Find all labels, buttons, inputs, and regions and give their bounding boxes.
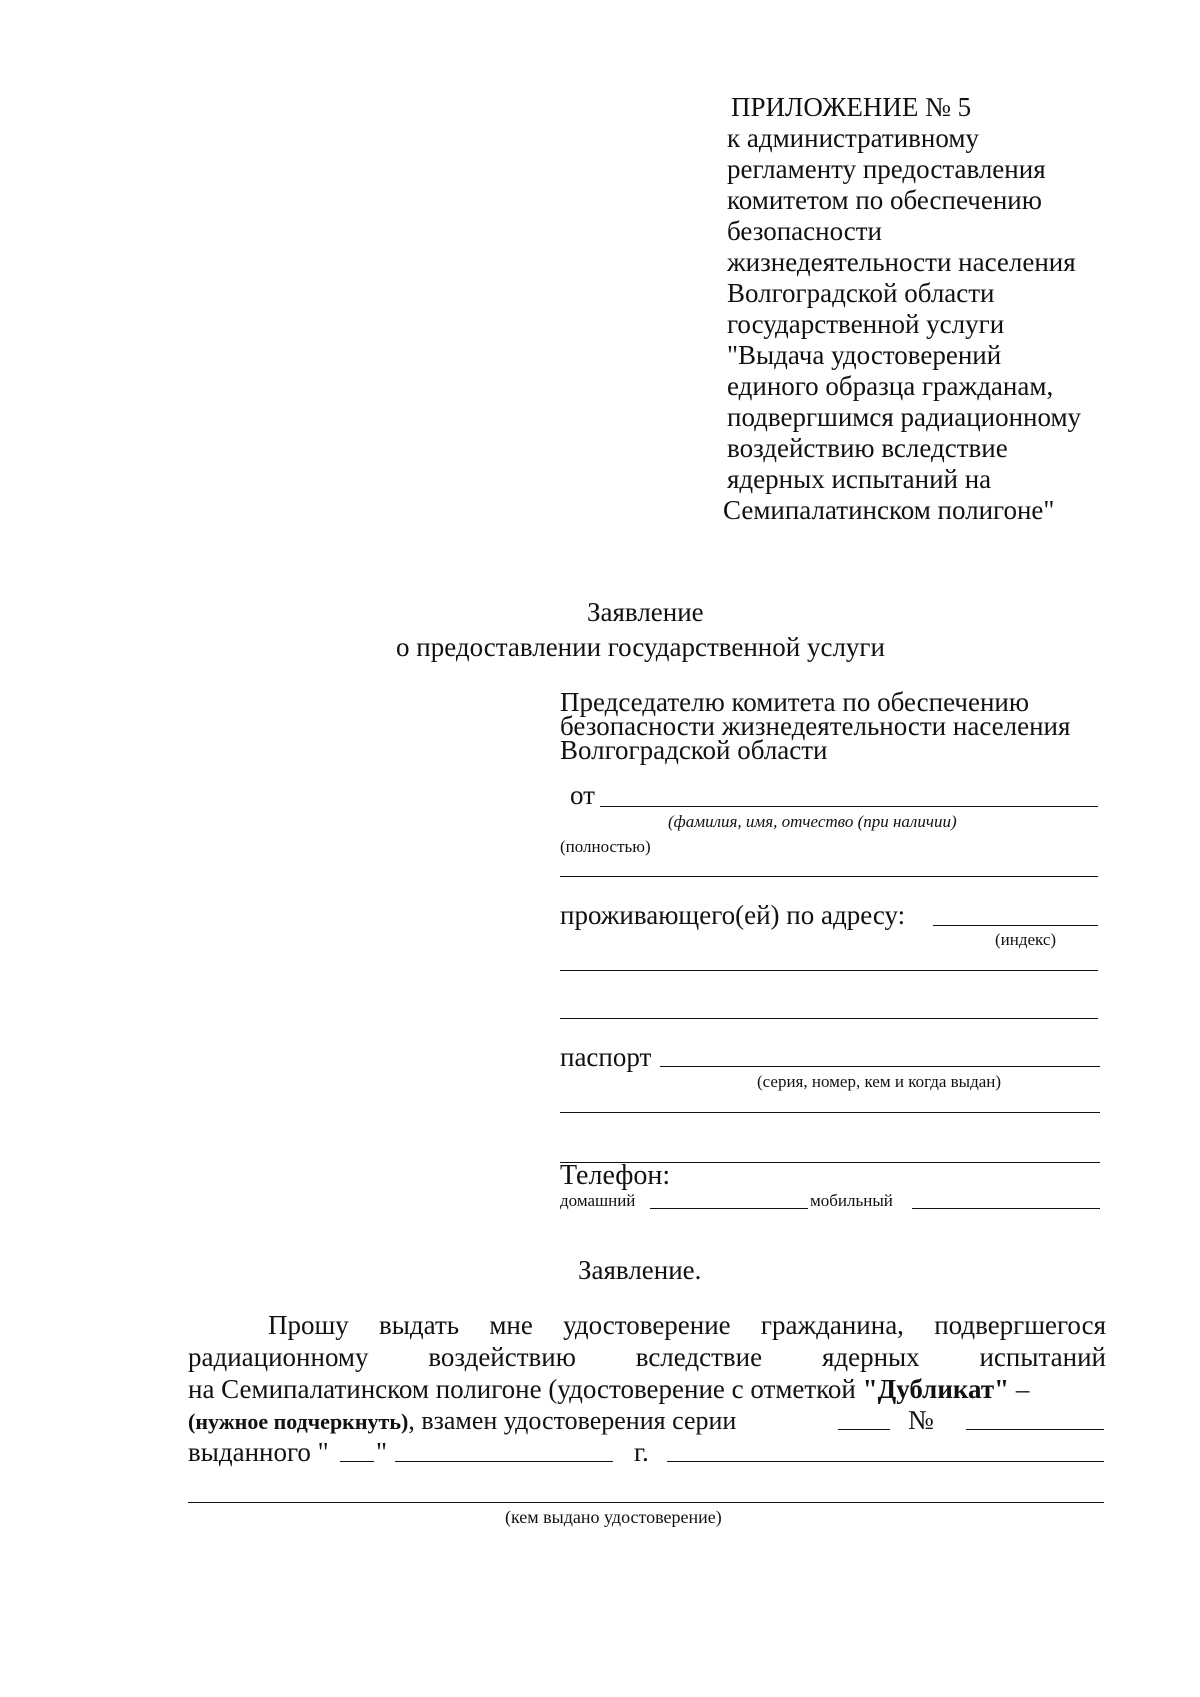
underline-hint: (нужное подчеркнуть)	[188, 1409, 409, 1434]
annex-line: Семипалатинском полигоне"	[723, 495, 1055, 525]
issued-quote-close: "	[376, 1437, 388, 1467]
certificate-number-field[interactable]	[966, 1429, 1104, 1430]
home-phone-label: домашний	[560, 1191, 636, 1210]
issued-label: выданного "	[188, 1437, 329, 1467]
statement-line-3	[188, 1374, 1106, 1405]
passport-field-2[interactable]	[560, 1112, 1100, 1113]
mobile-phone-field[interactable]	[912, 1208, 1100, 1209]
from-hint: (фамилия, имя, отчество (при наличии)	[668, 812, 957, 831]
statement-line-1: Прошу выдать мне удостоверение гражданина, подвергшегося	[268, 1310, 1106, 1340]
year-label: г.	[634, 1437, 649, 1467]
addressee-line-1: Председателю комитета по обеспечению	[560, 687, 1030, 717]
from-field[interactable]	[600, 806, 1098, 807]
issued-month-field[interactable]	[395, 1461, 613, 1462]
statement-word: радиационному	[188, 1342, 369, 1372]
index-hint: (индекс)	[995, 930, 1057, 949]
from-label: от	[570, 780, 595, 810]
address-label: проживающего(ей) по адресу:	[560, 900, 906, 930]
passport-label: паспорт	[560, 1042, 652, 1072]
annex-line: воздействию вследствие	[727, 433, 1008, 463]
from-hint-full: (полностью)	[560, 837, 651, 856]
phone-label: Телефон:	[560, 1160, 671, 1191]
addressee-block	[560, 687, 1071, 765]
issued-extra-field[interactable]	[667, 1461, 1104, 1462]
statement-word: ядерных	[821, 1342, 920, 1372]
issued-day-field[interactable]	[340, 1461, 374, 1462]
annex-line: комитетом по обеспечению	[727, 185, 1042, 215]
annex-lines	[723, 123, 1187, 526]
annex-line: жизнедеятельности населения	[727, 247, 1076, 277]
statement-line-2	[188, 1342, 1106, 1373]
statement-word: вследствие	[635, 1342, 763, 1372]
heading-subtitle: о предоставлении государственной услуги	[396, 632, 885, 662]
from-field-2[interactable]	[560, 876, 1098, 877]
annex-line: "Выдача удостоверений	[727, 340, 1002, 370]
certificate-series-field[interactable]	[838, 1429, 890, 1430]
number-sign: №	[908, 1405, 934, 1435]
statement-line-4-text: , взамен удостоверения серии	[408, 1406, 737, 1435]
mobile-phone-label: мобильный	[810, 1191, 893, 1210]
addressee-line-2: безопасности жизнедеятельности населения	[560, 711, 1071, 741]
address-field-1[interactable]	[560, 970, 1098, 971]
statement-line-3-end: –	[1009, 1374, 1030, 1404]
statement-word: испытаний	[979, 1342, 1106, 1372]
statement-word: воздействию	[428, 1342, 576, 1372]
annex-block	[723, 92, 1187, 526]
statement-title: Заявление.	[578, 1255, 702, 1285]
issuer-field[interactable]	[188, 1502, 1104, 1503]
annex-line: подвергшимся радиационному	[727, 402, 1082, 432]
duplicate-mark: "Дубликат"	[862, 1374, 1010, 1404]
annex-line: единого образца гражданам,	[727, 371, 1054, 401]
passport-field[interactable]	[660, 1066, 1100, 1067]
annex-line: ядерных испытаний на	[727, 464, 992, 494]
issuer-hint: (кем выдано удостоверение)	[505, 1507, 722, 1527]
heading-title: Заявление	[587, 597, 704, 627]
passport-hint: (серия, номер, кем и когда выдан)	[757, 1072, 1002, 1091]
annex-line: безопасности	[727, 216, 882, 246]
annex-line: к административному	[727, 123, 979, 153]
home-phone-field[interactable]	[650, 1208, 808, 1209]
annex-line: регламенту предоставления	[727, 154, 1046, 184]
address-index-field[interactable]	[933, 925, 1098, 926]
statement-line-4	[188, 1405, 1106, 1437]
statement-line-3-text: на Семипалатинском полигоне (удостоверение с отметкой	[188, 1374, 863, 1404]
annex-line: государственной услуги	[727, 309, 1005, 339]
addressee-line-3: Волгоградской области	[560, 735, 828, 765]
annex-line: Волгоградской области	[727, 278, 995, 308]
address-field-2[interactable]	[560, 1018, 1098, 1019]
annex-title: ПРИЛОЖЕНИЕ № 5	[731, 92, 972, 122]
